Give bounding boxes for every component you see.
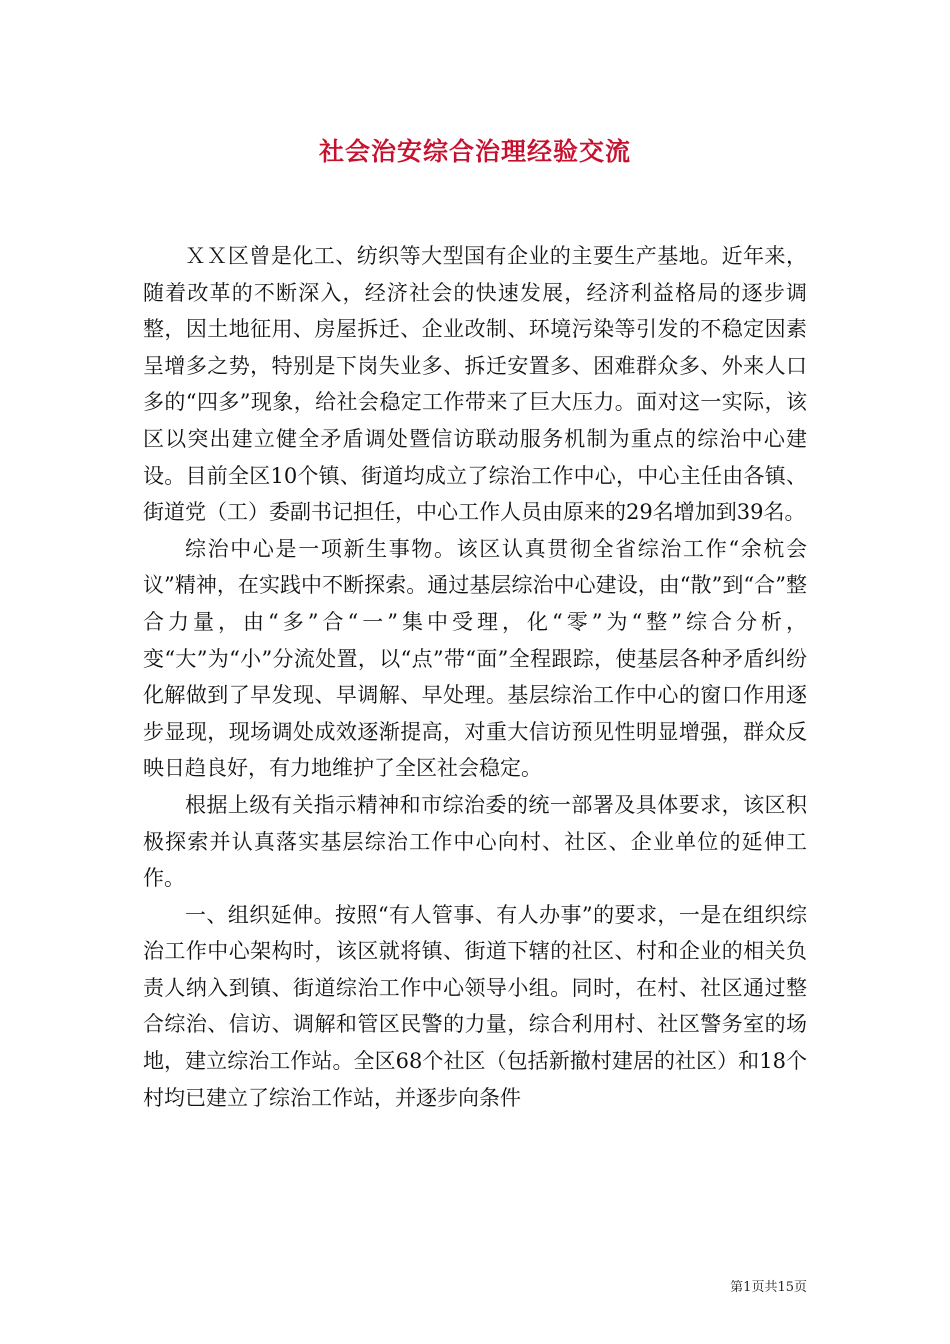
paragraph-center: 综治中心是一项新生事物。该区认真贯彻全省综治工作“余杭会议”精神，在实践中不断探索。通过基层综治中心建设，由“散”到“合”整合力量，由“多”合“一”集中受理，化“零”为“整”综合分析，变“大”为“小”分流处置，以“点”带“面”全程跟踪，使基层各种矛盾纠纷化解做到了早发现、早调解、早处理。基层综治工作中心的窗口作用逐步显现，现场调处成效逐渐提高，对重大信访预见性明显增强，群众反映日趋良好，有力地维护了全区社会稳定。 xyxy=(143,536,807,781)
page-number: 第1页共15页 xyxy=(730,1280,807,1295)
paragraph-intro: ＸＸ区曾是化工、纺织等大型国有企业的主要生产基地。近年来，随着改革的不断深入，经济社会的快速发展，经济利益格局的逐步调整，因土地征用、房屋拆迁、企业改制、环境污染等引发的不稳定因素呈增多之势，特别是下岗失业多、拆迁安置多、困难群众多、外来人口多的“四多”现象，给社会稳定工作带来了巨大压力。面对这一实际，该区以突出建立健全矛盾调处暨信访联动服务机制为重点的综治中心建设。目前全区10个镇、街道均成立了综治工作中心，中心主任由各镇、街道党（工）委副书记担任，中心工作人员由原来的29名增加到39名。 xyxy=(143,244,807,525)
document-body xyxy=(143,238,807,1116)
paragraph-organization: 一、组织延伸。按照“有人管事、有人办事”的要求，一是在组织综治工作中心架构时，该区就将镇、街道下辖的社区、村和企业的相关负责人纳入到镇、街道综治工作中心领导小组。同时，在村、社区通过整合综治、信访、调解和管区民警的力量，综合利用村、社区警务室的场地，建立综治工作站。全区68个社区（包括新撤村建居的社区）和18个村均已建立了综治工作站，并逐步向条件 xyxy=(143,902,807,1110)
paragraph-extension: 根据上级有关指示精神和市综治委的统一部署及具体要求，该区积极探索并认真落实基层综治工作中心向村、社区、企业单位的延伸工作。 xyxy=(143,792,807,891)
document-title: 社会治安综合治理经验交流 xyxy=(318,137,631,166)
